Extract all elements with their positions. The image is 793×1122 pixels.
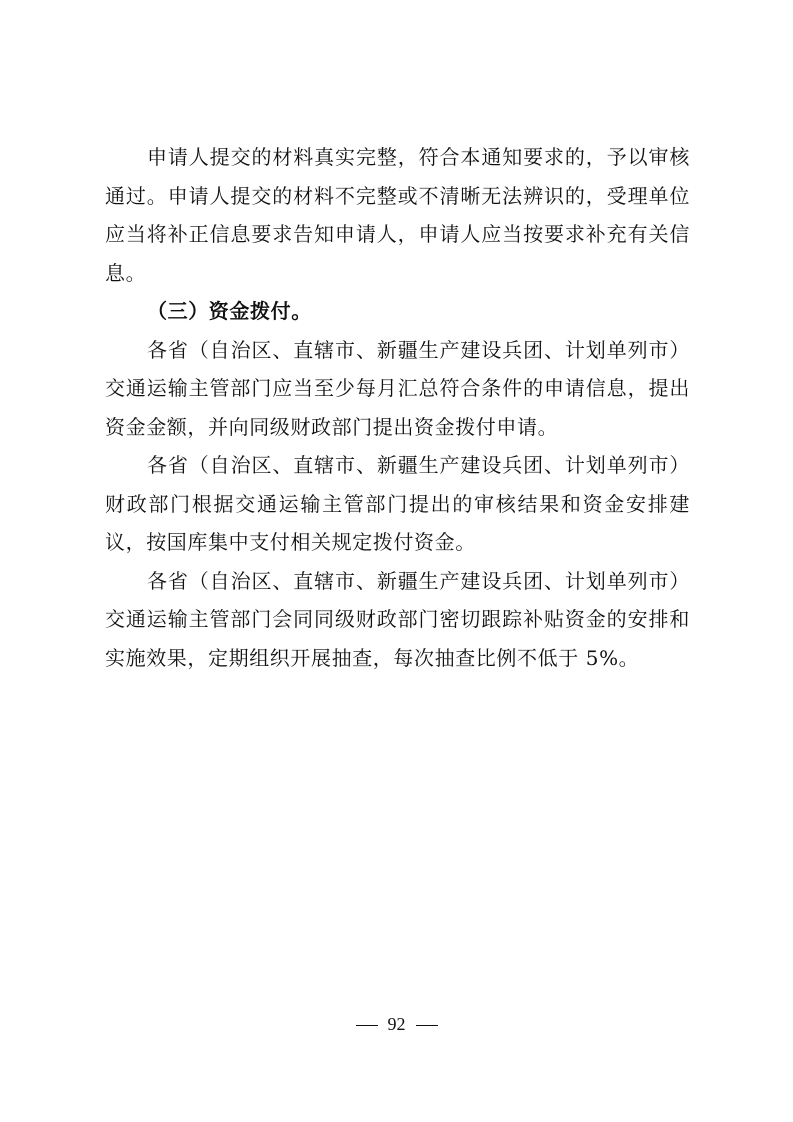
paragraph-review-approval: 申请人提交的材料真实完整，符合本通知要求的，予以审核通过。申请人提交的材料不完整或不清晰无法辨识的，受理单位应当将补正信息要求告知申请人，申请人应当按要求补充有关信息。	[105, 145, 690, 285]
paragraph-transport-summary: 各省（自治区、直辖市、新疆生产建设兵团、计划单列市）交通运输主管部门应当至少每月汇总符合条件的申请信息，提出资金金额，并向同级财政部门提出资金拨付申请。	[105, 337, 690, 439]
paragraph-spot-check: 各省（自治区、直辖市、新疆生产建设兵团、计划单列市）交通运输主管部门会同同级财政部门密切跟踪补贴资金的安排和实施效果，定期组织开展抽查，每次抽查比例不低于 5%。	[105, 568, 690, 670]
paragraph-finance-disbursement: 各省（自治区、直辖市、新疆生产建设兵团、计划单列市）财政部门根据交通运输主管部门提出的审核结果和资金安排建议，按国库集中支付相关规定拨付资金。	[105, 453, 690, 554]
section-heading-fund-disbursement: （三）资金拨付。	[147, 299, 312, 323]
footer-dash-right	[416, 1025, 438, 1026]
page-footer	[0, 1012, 793, 1036]
body-text	[105, 138, 690, 677]
page-number: 92	[387, 1014, 406, 1034]
footer-dash-left	[356, 1025, 378, 1026]
